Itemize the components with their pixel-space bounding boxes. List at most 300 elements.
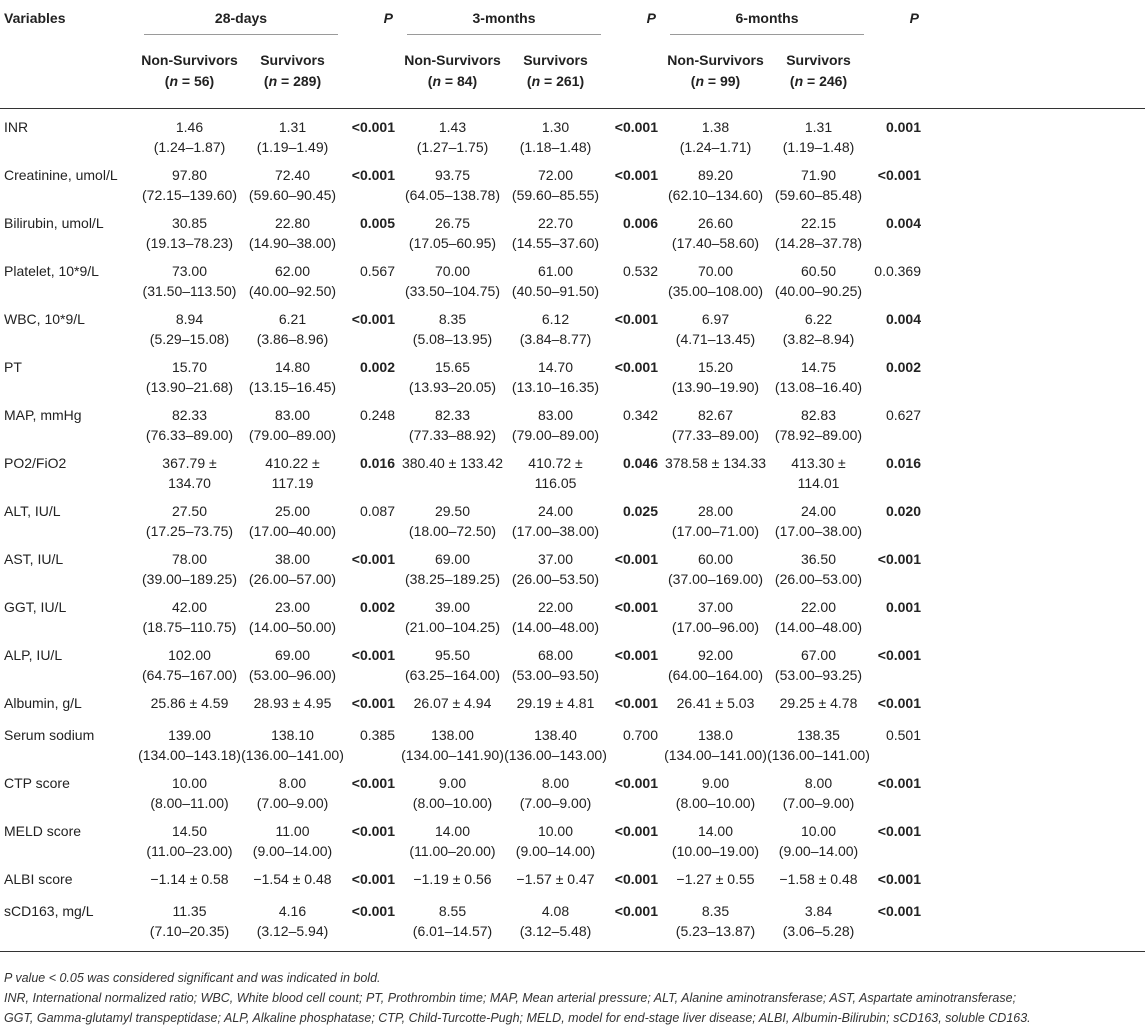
value-range: (53.00–93.50) xyxy=(511,667,600,683)
value-range: (21.00–104.25) xyxy=(405,619,500,635)
p-value: <0.001 xyxy=(877,167,921,183)
row-label: ALT, IU/L xyxy=(4,503,61,519)
value-range: (13.93–20.05) xyxy=(408,379,497,395)
value-main: 83.00 xyxy=(274,407,311,423)
value-range: (59.60–85.48) xyxy=(774,187,863,203)
value-main: 14.00 xyxy=(434,823,471,839)
value-main: 14.00 xyxy=(697,823,734,839)
survivors-header: Survivors (n = 246) xyxy=(786,52,851,89)
row-label: Albumin, g/L xyxy=(4,695,82,711)
value-cell xyxy=(767,813,870,861)
value-cell xyxy=(767,157,870,205)
value-main: 8.00 xyxy=(541,775,570,791)
value-range: (40.50–91.50) xyxy=(511,283,600,299)
value-main: 24.00 xyxy=(537,503,574,519)
p-value: <0.001 xyxy=(614,695,658,711)
value-range: (11.00–23.00) xyxy=(146,843,233,859)
p-value: 0.001 xyxy=(885,119,921,135)
value-cell xyxy=(504,109,607,158)
value-main: 92.00 xyxy=(697,647,734,663)
p-value: <0.001 xyxy=(877,871,921,887)
value-main: 138.35 xyxy=(797,727,840,743)
value-range: (14.90–38.00) xyxy=(248,235,337,251)
p-value: 0.385 xyxy=(359,727,395,743)
value-cell xyxy=(504,893,607,952)
value-cell xyxy=(504,445,607,493)
value-main: 29.50 xyxy=(434,503,471,519)
value-main: 410.72 ± xyxy=(528,455,583,471)
value-cell xyxy=(401,253,504,301)
value-main: 83.00 xyxy=(537,407,574,423)
value-range: (78.92–89.00) xyxy=(774,427,863,443)
value-main: 70.00 xyxy=(697,263,734,279)
value-main: 82.33 xyxy=(434,407,471,423)
value-cell xyxy=(664,541,767,589)
value-range: (13.90–19.90) xyxy=(671,379,760,395)
value-cell xyxy=(138,637,241,685)
value-cell xyxy=(138,717,241,765)
value-range: (13.90–21.68) xyxy=(145,379,234,395)
footnote-abbreviations-1: INR, International normalized ratio; WBC, White blood cell count; PT, Prothrombin time; MAP, Mean arterial pressure; ALT, Alanine aminotransferase; AST, Aspartate aminotransferase; xyxy=(4,991,1017,1005)
value-cell xyxy=(401,157,504,205)
value-range: (18.00–72.50) xyxy=(408,523,497,539)
p-value: <0.001 xyxy=(877,903,921,919)
value-main: 82.83 xyxy=(800,407,837,423)
table-row xyxy=(0,205,1145,253)
value-range: (1.24–1.87) xyxy=(153,139,226,155)
nonsurvivors-header: Non-Survivors (n = 99) xyxy=(667,52,764,89)
value-cell xyxy=(504,493,607,541)
value-range: (14.00–48.00) xyxy=(774,619,863,635)
value-cell xyxy=(767,589,870,637)
value-cell xyxy=(664,205,767,253)
value-cell xyxy=(767,685,870,717)
value-cell xyxy=(664,493,767,541)
value-cell xyxy=(138,861,241,893)
table-row xyxy=(0,765,1145,813)
value-cell xyxy=(504,157,607,205)
p-value: 0.0.369 xyxy=(874,263,921,279)
value-cell xyxy=(664,861,767,893)
value-cell xyxy=(138,589,241,637)
value-range: (53.00–93.25) xyxy=(774,667,863,683)
value-main: 4.16 xyxy=(278,903,307,919)
table-row xyxy=(0,685,1145,717)
row-label: WBC, 10*9/L xyxy=(4,311,85,327)
value-range: (26.00–53.00) xyxy=(774,571,863,587)
value-main: 6.21 xyxy=(278,311,307,327)
value-range: (136.00–141.00) xyxy=(767,747,870,763)
value-main: 71.90 xyxy=(800,167,837,183)
value-main: 10.00 xyxy=(537,823,574,839)
value-range: (77.33–88.92) xyxy=(408,427,497,443)
value-main: 69.00 xyxy=(274,647,311,663)
value-cell xyxy=(241,813,344,861)
value-main: 73.00 xyxy=(171,263,208,279)
p-value: 0.002 xyxy=(359,359,395,375)
value-main: 36.50 xyxy=(800,551,837,567)
p-value: 0.046 xyxy=(622,455,658,471)
value-main: 69.00 xyxy=(434,551,471,567)
value-range: (17.00–38.00) xyxy=(774,523,863,539)
value-main: 14.80 xyxy=(274,359,311,375)
value-cell xyxy=(767,397,870,445)
value-main: 26.41 ± 5.03 xyxy=(676,695,755,711)
table-row xyxy=(0,637,1145,685)
value-cell xyxy=(241,541,344,589)
value-cell xyxy=(504,637,607,685)
value-range: (37.00–169.00) xyxy=(668,571,763,587)
value-cell xyxy=(504,541,607,589)
value-cell xyxy=(401,717,504,765)
row-label: AST, IU/L xyxy=(4,551,64,567)
value-range: (64.00–164.00) xyxy=(668,667,763,683)
value-range: (40.00–90.25) xyxy=(774,283,863,299)
value-main: 39.00 xyxy=(434,599,471,615)
value-main: 8.00 xyxy=(804,775,833,791)
value-cell xyxy=(767,861,870,893)
table-header xyxy=(0,0,1145,109)
value-cell xyxy=(401,349,504,397)
row-label: ALP, IU/L xyxy=(4,647,63,663)
value-range: (7.10–20.35) xyxy=(149,923,230,939)
row-label: PO2/FiO2 xyxy=(4,455,67,471)
value-main: 25.00 xyxy=(274,503,311,519)
value-cell xyxy=(401,589,504,637)
value-cell xyxy=(138,253,241,301)
value-main: 14.50 xyxy=(171,823,208,839)
value-range: (40.00–92.50) xyxy=(248,283,337,299)
value-range: (8.00–10.00) xyxy=(412,795,493,811)
value-range: (13.10–16.35) xyxy=(511,379,600,395)
p-value: <0.001 xyxy=(614,903,658,919)
value-range: (77.33–89.00) xyxy=(671,427,760,443)
value-main: 70.00 xyxy=(434,263,471,279)
value-cell xyxy=(401,765,504,813)
value-cell xyxy=(504,861,607,893)
value-cell xyxy=(241,589,344,637)
row-label: CTP score xyxy=(4,775,70,791)
footnote-significance: P value < 0.05 was considered significant and was indicated in bold. xyxy=(4,971,381,985)
value-range: (9.00–14.00) xyxy=(515,843,596,859)
value-range: (19.13–78.23) xyxy=(145,235,234,251)
value-range: (59.60–90.45) xyxy=(248,187,337,203)
value-range: (35.00–108.00) xyxy=(668,283,763,299)
value-range: (18.75–110.75) xyxy=(142,619,237,635)
value-range: (14.00–50.00) xyxy=(248,619,337,635)
value-main: 8.55 xyxy=(438,903,467,919)
value-main: 38.00 xyxy=(274,551,311,567)
p-value: <0.001 xyxy=(614,119,658,135)
table-row xyxy=(0,109,1145,158)
value-cell xyxy=(241,301,344,349)
value-range: (9.00–14.00) xyxy=(252,843,333,859)
p-value: <0.001 xyxy=(351,871,395,887)
p-value: 0.005 xyxy=(359,215,395,231)
value-cell xyxy=(664,765,767,813)
value-main: 15.20 xyxy=(697,359,734,375)
p-value: <0.001 xyxy=(351,823,395,839)
p-value: <0.001 xyxy=(614,311,658,327)
value-main: 37.00 xyxy=(537,551,574,567)
value-range: (79.00–89.00) xyxy=(511,427,600,443)
value-cell xyxy=(241,157,344,205)
value-range: (64.05–138.78) xyxy=(405,187,500,203)
value-range: (33.50–104.75) xyxy=(405,283,500,299)
value-main: 37.00 xyxy=(697,599,734,615)
value-cell xyxy=(504,813,607,861)
value-main: 23.00 xyxy=(274,599,311,615)
value-main: 25.86 ± 4.59 xyxy=(150,695,229,711)
value-main: 95.50 xyxy=(434,647,471,663)
value-cell xyxy=(504,589,607,637)
footnote-abbreviations-2: GGT, Gamma-glutamyl transpeptidase; ALP, Alkaline phosphatase; CTP, Child-Turcotte-Pugh; MELD, model for end-stage liver disease; ALBI, Albumin-Bilirubin; sCD163, soluble CD163. xyxy=(4,1011,1031,1025)
p-value: <0.001 xyxy=(614,775,658,791)
value-main: 26.07 ± 4.94 xyxy=(413,695,492,711)
value-range: (62.10–134.60) xyxy=(668,187,763,203)
p-value: 0.087 xyxy=(359,503,395,519)
value-cell xyxy=(767,637,870,685)
value-main: 82.33 xyxy=(171,407,208,423)
p-value: 0.016 xyxy=(359,455,395,471)
p-value: <0.001 xyxy=(614,551,658,567)
value-cell xyxy=(241,685,344,717)
value-cell xyxy=(401,445,504,493)
value-cell xyxy=(241,765,344,813)
value-cell xyxy=(138,445,241,493)
value-range: (26.00–53.50) xyxy=(511,571,600,587)
p-value: 0.025 xyxy=(622,503,658,519)
value-range: (72.15–139.60) xyxy=(142,187,237,203)
value-main: −1.14 ± 0.58 xyxy=(150,871,229,887)
value-range: (1.19–1.48) xyxy=(782,139,855,155)
value-cell xyxy=(767,349,870,397)
value-main: −1.19 ± 0.56 xyxy=(413,871,492,887)
value-cell xyxy=(767,493,870,541)
value-cell xyxy=(767,301,870,349)
value-cell xyxy=(138,397,241,445)
p-value: <0.001 xyxy=(351,695,395,711)
value-range: (17.00–40.00) xyxy=(248,523,337,539)
value-main: 30.85 xyxy=(171,215,208,231)
value-main: 42.00 xyxy=(171,599,208,615)
value-range: (8.00–11.00) xyxy=(150,795,229,811)
p-value: 0.016 xyxy=(885,455,921,471)
value-cell xyxy=(767,765,870,813)
p-value: <0.001 xyxy=(614,823,658,839)
value-range: (1.27–1.75) xyxy=(416,139,489,155)
table-row xyxy=(0,893,1145,952)
value-range: (7.00–9.00) xyxy=(782,795,855,811)
value-range: (14.55–37.60) xyxy=(511,235,600,251)
p-value: <0.001 xyxy=(351,311,395,327)
value-cell xyxy=(504,253,607,301)
value-cell xyxy=(767,109,870,158)
value-main: 410.22 ± xyxy=(265,455,320,471)
value-cell xyxy=(401,493,504,541)
value-range: (14.28–37.78) xyxy=(774,235,863,251)
value-range: (17.00–96.00) xyxy=(671,619,760,635)
value-cell xyxy=(401,861,504,893)
value-cell xyxy=(241,717,344,765)
value-range: (5.29–15.08) xyxy=(149,331,230,347)
value-main: −1.58 ± 0.48 xyxy=(779,871,858,887)
p-value: <0.001 xyxy=(877,551,921,567)
p-value: 0.627 xyxy=(885,407,921,423)
value-cell xyxy=(241,637,344,685)
table-row xyxy=(0,541,1145,589)
value-main: 26.60 xyxy=(697,215,734,231)
p-value: 0.004 xyxy=(885,215,921,231)
value-range: (3.86–8.96) xyxy=(256,331,329,347)
p-value: <0.001 xyxy=(614,871,658,887)
value-range: (26.00–57.00) xyxy=(248,571,337,587)
value-cell xyxy=(138,205,241,253)
value-main: 138.10 xyxy=(271,727,314,743)
value-range: 114.01 xyxy=(797,475,840,491)
value-main: 11.35 xyxy=(172,903,207,919)
value-main: 29.19 ± 4.81 xyxy=(516,695,595,711)
value-main: 78.00 xyxy=(171,551,208,567)
value-cell xyxy=(767,253,870,301)
value-cell xyxy=(664,349,767,397)
value-main: 1.31 xyxy=(278,119,307,135)
value-range: (63.25–164.00) xyxy=(405,667,500,683)
p-value: <0.001 xyxy=(351,167,395,183)
value-main: 8.94 xyxy=(175,311,204,327)
value-main: 82.67 xyxy=(697,407,734,423)
value-main: 10.00 xyxy=(171,775,208,791)
value-cell xyxy=(241,253,344,301)
value-cell xyxy=(401,109,504,158)
value-main: 138.0 xyxy=(697,727,734,743)
value-range: (6.01–14.57) xyxy=(412,923,493,939)
p-value: 0.002 xyxy=(885,359,921,375)
table-footnotes xyxy=(0,952,1145,1028)
row-label: Platelet, 10*9/L xyxy=(4,263,99,279)
value-main: 24.00 xyxy=(800,503,837,519)
p-header: P xyxy=(909,10,919,26)
value-range: (7.00–9.00) xyxy=(256,795,329,811)
p-value: <0.001 xyxy=(351,119,395,135)
value-main: 29.25 ± 4.78 xyxy=(779,695,858,711)
value-main: 138.00 xyxy=(431,727,474,743)
value-main: 72.40 xyxy=(274,167,311,183)
row-label: INR xyxy=(4,119,29,135)
value-range: (31.50–113.50) xyxy=(142,283,237,299)
value-range: (1.18–1.48) xyxy=(519,139,592,155)
value-main: 72.00 xyxy=(537,167,574,183)
value-cell xyxy=(241,893,344,952)
value-cell xyxy=(138,813,241,861)
value-range: (4.71–13.45) xyxy=(675,331,756,347)
p-value: <0.001 xyxy=(351,903,395,919)
value-range: (136.00–141.00) xyxy=(241,747,344,763)
value-range: (17.00–71.00) xyxy=(671,523,760,539)
value-main: 3.84 xyxy=(804,903,833,919)
p-header: P xyxy=(646,10,656,26)
row-label: MELD score xyxy=(4,823,82,839)
value-main: 22.70 xyxy=(537,215,574,231)
p-value: 0.532 xyxy=(622,263,658,279)
value-range: (3.06–5.28) xyxy=(782,923,855,939)
group-header-3-months: 3-months xyxy=(401,0,607,40)
value-main: 380.40 ± 133.42 xyxy=(401,455,504,471)
value-main: 1.31 xyxy=(804,119,833,135)
p-value: <0.001 xyxy=(351,551,395,567)
value-range: (134.00–143.18) xyxy=(138,747,241,763)
value-main: 6.22 xyxy=(804,311,833,327)
p-value: 0.001 xyxy=(885,599,921,615)
table-row xyxy=(0,397,1145,445)
value-cell xyxy=(767,445,870,493)
value-main: 62.00 xyxy=(274,263,311,279)
value-main: 14.75 xyxy=(800,359,837,375)
value-range: (134.00–141.00) xyxy=(664,747,767,763)
value-cell xyxy=(504,765,607,813)
value-cell xyxy=(664,685,767,717)
p-value: 0.006 xyxy=(622,215,658,231)
value-cell xyxy=(664,301,767,349)
value-range: (3.82–8.94) xyxy=(782,331,855,347)
value-cell xyxy=(664,445,767,493)
value-range: (3.84–8.77) xyxy=(519,331,592,347)
value-range: (3.12–5.94) xyxy=(256,923,329,939)
p-value: 0.004 xyxy=(885,311,921,327)
value-range: (38.25–189.25) xyxy=(405,571,500,587)
value-range: (10.00–19.00) xyxy=(671,843,760,859)
p-header: P xyxy=(383,10,393,26)
table-row xyxy=(0,301,1145,349)
value-cell xyxy=(401,301,504,349)
value-cell xyxy=(401,205,504,253)
row-label: MAP, mmHg xyxy=(4,407,82,423)
survivors-header: Survivors (n = 289) xyxy=(260,52,325,89)
value-range: (13.15–16.45) xyxy=(248,379,337,395)
p-value: 0.002 xyxy=(359,599,395,615)
value-cell xyxy=(664,717,767,765)
value-main: 28.93 ± 4.95 xyxy=(253,695,332,711)
value-cell xyxy=(138,765,241,813)
value-range: (76.33–89.00) xyxy=(145,427,234,443)
value-cell xyxy=(138,493,241,541)
value-main: 89.20 xyxy=(697,167,734,183)
p-value: 0.020 xyxy=(885,503,921,519)
value-range: (14.00–48.00) xyxy=(511,619,600,635)
value-main: 1.43 xyxy=(438,119,467,135)
value-range: (11.00–20.00) xyxy=(409,843,496,859)
value-main: 60.00 xyxy=(697,551,734,567)
value-main: 139.00 xyxy=(168,727,211,743)
table-row xyxy=(0,253,1145,301)
value-cell xyxy=(767,893,870,952)
value-main: 26.75 xyxy=(434,215,471,231)
value-main: 27.50 xyxy=(171,503,208,519)
value-range: (59.60–85.55) xyxy=(511,187,600,203)
p-value: <0.001 xyxy=(614,167,658,183)
value-main: 22.00 xyxy=(800,599,837,615)
value-main: 61.00 xyxy=(537,263,574,279)
p-value: <0.001 xyxy=(614,599,658,615)
value-range: (17.25–73.75) xyxy=(145,523,234,539)
value-cell xyxy=(401,893,504,952)
value-main: −1.54 ± 0.48 xyxy=(253,871,332,887)
survivors-header: Survivors (n = 261) xyxy=(523,52,588,89)
value-range: (5.23–13.87) xyxy=(675,923,756,939)
value-main: 22.80 xyxy=(274,215,311,231)
value-main: 93.75 xyxy=(434,167,471,183)
p-value: 0.248 xyxy=(359,407,395,423)
